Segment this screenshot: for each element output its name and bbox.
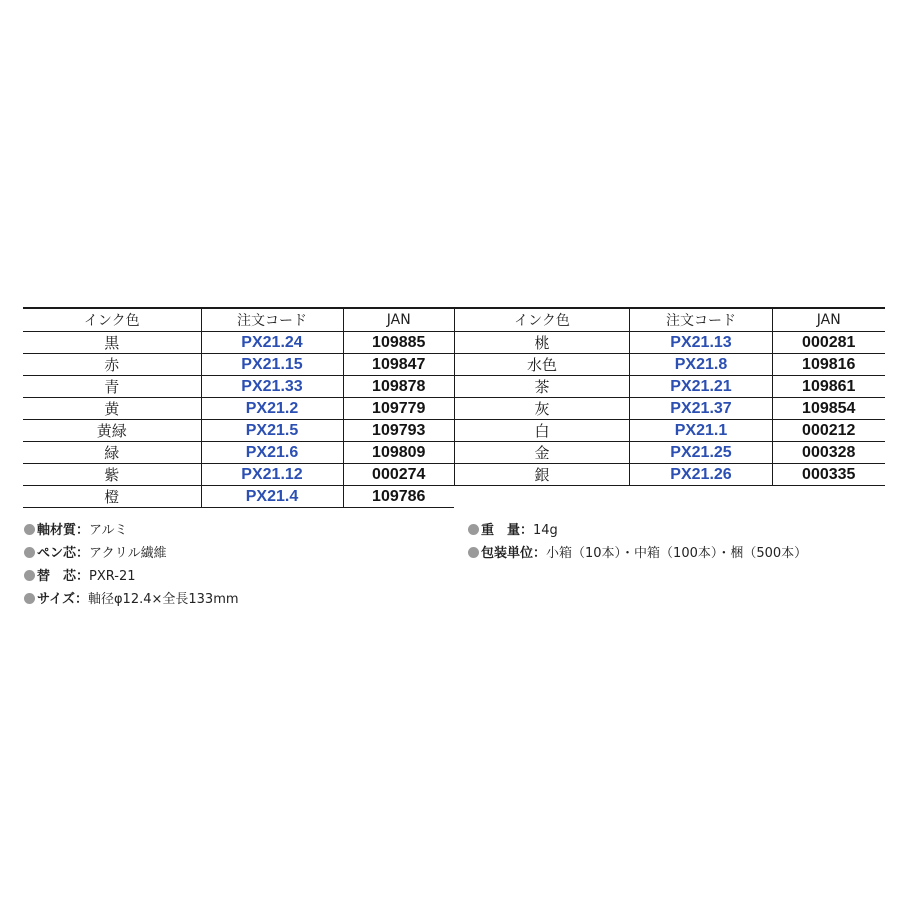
spec-line-refill <box>24 565 239 588</box>
header-order-code: 注文コード <box>630 308 773 332</box>
jan-cell: 109861 <box>773 376 885 398</box>
order-code-cell: PX21.24 <box>201 332 343 354</box>
bullet-icon <box>24 547 35 558</box>
ink-color-cell: 金 <box>455 442 630 464</box>
spec-label: サイズ： <box>37 592 88 607</box>
jan-cell: 000335 <box>773 464 885 486</box>
product-specs-right <box>468 519 807 565</box>
ink-color-cell: 黒 <box>23 332 201 354</box>
spec-label: 替 芯： <box>37 569 90 584</box>
jan-cell: 109878 <box>343 376 454 398</box>
ink-color-cell: 紫 <box>23 464 201 486</box>
table-row <box>455 420 885 442</box>
order-code-cell: PX21.21 <box>630 376 773 398</box>
bullet-icon <box>468 547 479 558</box>
jan-cell: 109854 <box>773 398 885 420</box>
table-row <box>455 332 885 354</box>
jan-cell: 109885 <box>343 332 454 354</box>
order-code-cell: PX21.26 <box>630 464 773 486</box>
spec-label: 軸材質： <box>37 523 90 538</box>
table-row <box>23 442 454 464</box>
table-row <box>23 376 454 398</box>
jan-cell: 109809 <box>343 442 454 464</box>
order-code-cell: PX21.5 <box>201 420 343 442</box>
jan-cell: 000212 <box>773 420 885 442</box>
jan-cell: 000274 <box>343 464 454 486</box>
header-jan: JAN <box>343 308 454 332</box>
order-code-cell: PX21.4 <box>201 486 343 508</box>
bullet-icon <box>24 524 35 535</box>
order-code-cell: PX21.2 <box>201 398 343 420</box>
order-code-cell: PX21.37 <box>630 398 773 420</box>
spec-line-weight <box>468 519 807 542</box>
table-row <box>455 354 885 376</box>
table-row <box>455 464 885 486</box>
ink-color-cell: 橙 <box>23 486 201 508</box>
ink-color-cell: 銀 <box>455 464 630 486</box>
spec-value: アクリル繊維 <box>89 546 167 561</box>
order-code-cell: PX21.12 <box>201 464 343 486</box>
table-row <box>455 376 885 398</box>
spec-value: 小箱（10本）・中箱（100本）・梱（500本） <box>546 546 808 561</box>
table-header-row <box>23 308 454 332</box>
bullet-icon <box>24 593 35 604</box>
header-ink-color: インク色 <box>23 308 201 332</box>
header-jan: JAN <box>773 308 885 332</box>
header-order-code: 注文コード <box>201 308 343 332</box>
spec-label: 包装単位： <box>481 546 547 561</box>
table-row <box>455 442 885 464</box>
ink-color-cell: 水色 <box>455 354 630 376</box>
order-code-cell: PX21.8 <box>630 354 773 376</box>
ink-color-cell: 青 <box>23 376 201 398</box>
spec-line-shaft-material <box>24 519 239 542</box>
order-code-cell: PX21.13 <box>630 332 773 354</box>
order-code-cell: PX21.15 <box>201 354 343 376</box>
product-specs-left <box>24 519 239 611</box>
spec-value: 14g <box>533 523 558 538</box>
table-row <box>23 398 454 420</box>
ink-color-cell: 黄緑 <box>23 420 201 442</box>
ink-color-cell: 黄 <box>23 398 201 420</box>
table-row <box>23 486 454 508</box>
jan-cell: 109847 <box>343 354 454 376</box>
table-row <box>23 354 454 376</box>
spec-label: ペン芯： <box>37 546 90 561</box>
table-row <box>23 420 454 442</box>
ink-color-cell: 赤 <box>23 354 201 376</box>
ink-color-table-right <box>454 307 885 486</box>
header-ink-color: インク色 <box>455 308 630 332</box>
jan-cell: 109786 <box>343 486 454 508</box>
spec-line-packaging <box>468 542 807 565</box>
order-code-cell: PX21.25 <box>630 442 773 464</box>
spec-line-pen-tip <box>24 542 239 565</box>
jan-cell: 000281 <box>773 332 885 354</box>
table-row <box>455 398 885 420</box>
bullet-icon <box>468 524 479 535</box>
bullet-icon <box>24 570 35 581</box>
spec-value: 軸径φ12.4×全長133mm <box>87 592 239 607</box>
table-header-row <box>455 308 885 332</box>
spec-label: 重 量： <box>481 523 534 538</box>
spec-value: アルミ <box>89 523 128 538</box>
ink-color-cell: 白 <box>455 420 630 442</box>
table-row <box>23 332 454 354</box>
ink-color-cell: 灰 <box>455 398 630 420</box>
order-code-cell: PX21.6 <box>201 442 343 464</box>
spec-line-size <box>24 588 239 611</box>
ink-color-cell: 茶 <box>455 376 630 398</box>
order-code-cell: PX21.1 <box>630 420 773 442</box>
ink-color-table-left <box>23 307 454 508</box>
jan-cell: 109793 <box>343 420 454 442</box>
jan-cell: 109816 <box>773 354 885 376</box>
ink-color-cell: 緑 <box>23 442 201 464</box>
spec-value: PXR-21 <box>89 569 136 584</box>
order-code-cell: PX21.33 <box>201 376 343 398</box>
jan-cell: 109779 <box>343 398 454 420</box>
ink-color-cell: 桃 <box>455 332 630 354</box>
table-row <box>23 464 454 486</box>
jan-cell: 000328 <box>773 442 885 464</box>
